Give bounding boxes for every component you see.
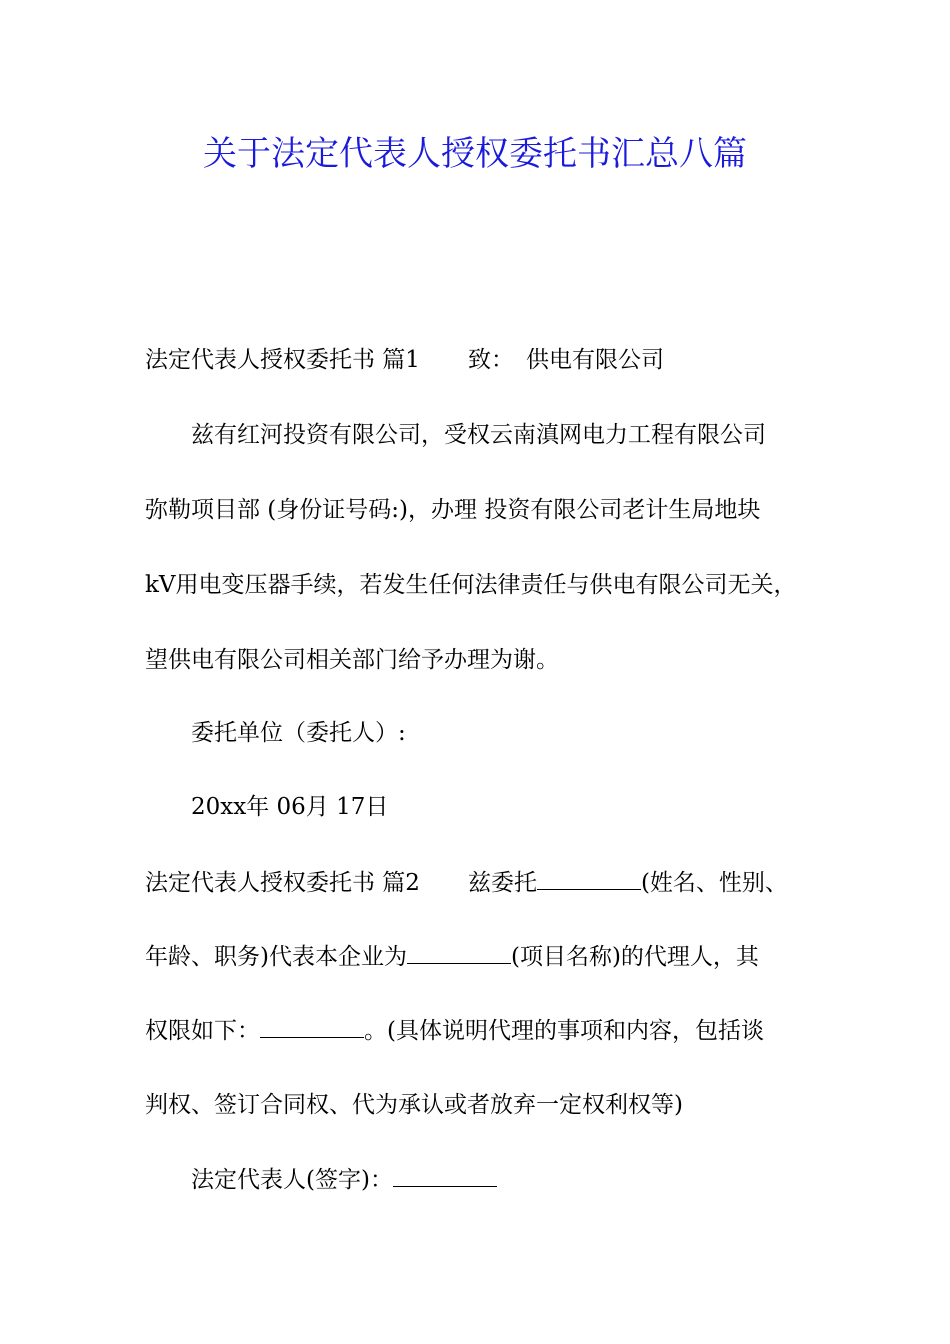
addressee-label: 致： [467,347,514,373]
section1-body-line-2: 弥勒项目部 (身份证号码:)，办理 投资有限公司老计生局地块 [145,497,761,523]
addressee-value: 供电有限公司 [525,347,664,373]
section1-heading-line [145,340,845,380]
signature-line [191,1160,891,1200]
section1-body-line-4: 望供电有限公司相关部门给予办理为谢。 [145,647,559,673]
section2-line3-suffix: 。(具体说明代理的事项和内容，包括谈 [364,1018,764,1044]
section2-line3-prefix: 权限如下： [145,1018,260,1044]
signature-label: 法定代表人(签字)： [191,1167,393,1193]
section2-line2-prefix: 年龄、职务)代表本企业为 [145,944,407,970]
authority-blank [260,1017,364,1038]
signature-blank [393,1166,497,1187]
section2-body-line-2 [145,937,845,977]
section1-body-line-1: 兹有红河投资有限公司，受权云南滇网电力工程有限公司 [191,422,766,448]
section2-body-line-4: 判权、签订合同权、代为承认或者放弃一定权利权等) [145,1092,683,1118]
section1-body-line-3: kV用电变压器手续，若发生任何法律责任与供电有限公司无关， [145,572,797,598]
project-name-blank [407,943,511,964]
section2-line1-prefix: 兹委托 [467,870,537,896]
section2-body-line-3 [145,1011,845,1051]
agent-name-blank [537,869,641,890]
principal-label: 委托单位（委托人）: [191,720,406,746]
section2-heading: 法定代表人授权委托书 篇2 [145,870,420,896]
section1-date: 20xx年 06月 17日 [191,794,389,820]
document-title: 关于法定代表人授权委托书汇总八篇 [203,134,747,174]
section2-line2-suffix: (项目名称)的代理人，其 [510,944,759,970]
section2-line1-suffix: (姓名、性别、 [640,870,788,896]
section1-heading: 法定代表人授权委托书 篇1 [145,347,420,373]
section2-heading-line [145,863,845,903]
